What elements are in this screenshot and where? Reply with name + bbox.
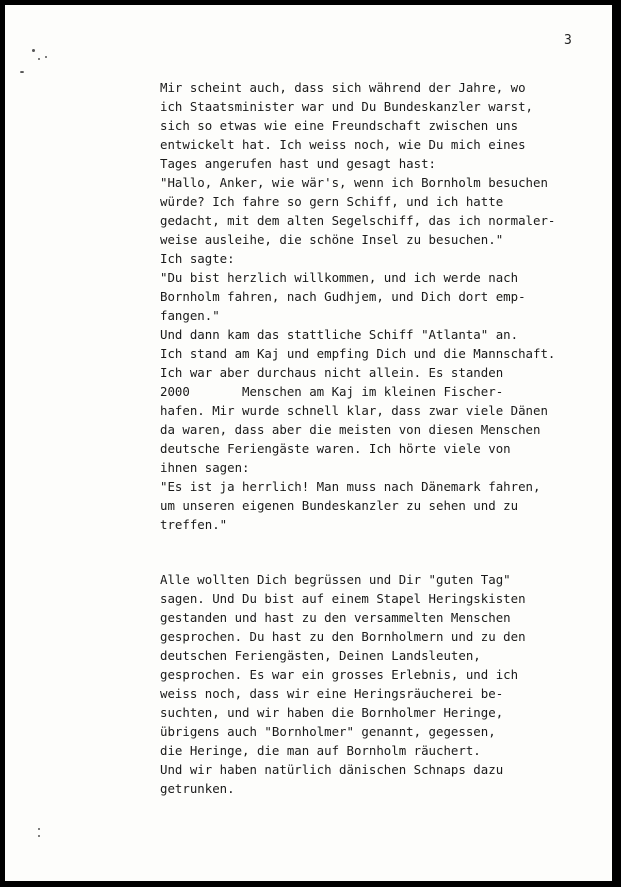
text-line: hafen. Mir wurde schnell klar, dass zwar viele Dänen — [160, 403, 548, 418]
scan-speck — [45, 56, 47, 58]
text-line: Bornholm fahren, nach Gudhjem, und Dich dort emp- — [160, 289, 526, 304]
scan-speck — [20, 71, 24, 73]
text-line: sagen. Und Du bist auf einem Stapel Heringskisten — [160, 591, 526, 606]
text-line: "Du bist herzlich willkommen, und ich werde nach — [160, 270, 519, 285]
text-line: Alle wollten Dich begrüssen und Dir "guten Tag" — [160, 572, 511, 587]
scan-speck — [38, 835, 40, 837]
text-line: Ich sagte: — [160, 251, 235, 266]
text-line: "Es ist ja herrlich! Man muss nach Dänemark fahren, — [160, 479, 541, 494]
text-line: suchten, und wir haben die Bornholmer Heringe, — [160, 705, 504, 720]
text-line: Mir scheint auch, dass sich während der Jahre, wo — [160, 80, 526, 95]
text-line: Und wir haben natürlich dänischen Schnaps dazu — [160, 762, 504, 777]
text-line: gesprochen. Es war ein grosses Erlebnis, und ich — [160, 667, 519, 682]
text-line: ich Staatsminister war und Du Bundeskanzler warst, — [160, 99, 533, 114]
text-line: "Hallo, Anker, wie wär's, wenn ich Bornholm besuchen — [160, 175, 548, 190]
letter-body — [160, 78, 600, 798]
text-line: die Heringe, die man auf Bornholm räuchert. — [160, 743, 481, 758]
text-line: um unseren eigenen Bundeskanzler zu sehen und zu — [160, 498, 519, 513]
text-line: gesprochen. Du hast zu den Bornholmern und zu den — [160, 629, 526, 644]
page-number: 3 — [564, 33, 572, 48]
text-line: übrigens auch "Bornholmer" genannt, gegessen, — [160, 724, 496, 739]
text-line: weiss noch, dass wir eine Heringsräucherei be- — [160, 686, 504, 701]
text-line: ihnen sagen: — [160, 460, 250, 475]
text-line: 2000 Menschen am Kaj im kleinen Fischer- — [160, 384, 504, 399]
text-line: Ich stand am Kaj und empfing Dich und die Mannschaft. — [160, 346, 556, 361]
text-line: Und dann kam das stattliche Schiff "Atlanta" an. — [160, 327, 519, 342]
text-line: Tages angerufen hast und gesagt hast: — [160, 156, 437, 171]
paragraph-gap — [160, 534, 600, 570]
text-line: da waren, dass aber die meisten von diesen Menschen — [160, 422, 541, 437]
text-line: treffen." — [160, 517, 228, 532]
text-line: würde? Ich fahre so gern Schiff, und ich hatte — [160, 194, 504, 209]
text-line: gedacht, mit dem alten Segelschiff, das ich normaler- — [160, 213, 556, 228]
scan-speck — [32, 49, 35, 52]
paragraph-1 — [160, 78, 600, 534]
scan-speck — [38, 58, 40, 60]
text-line: getrunken. — [160, 781, 235, 796]
text-line: deutsche Feriengäste waren. Ich hörte viele von — [160, 441, 511, 456]
text-line: deutschen Feriengästen, Deinen Landsleuten, — [160, 648, 481, 663]
paragraph-2 — [160, 570, 600, 798]
text-line: gestanden und hast zu den versammelten Menschen — [160, 610, 511, 625]
text-line: weise ausleihe, die schöne Insel zu besuchen." — [160, 232, 504, 247]
text-line: sich so etwas wie eine Freundschaft zwischen uns — [160, 118, 519, 133]
document-page — [5, 5, 612, 881]
scan-speck — [38, 828, 40, 830]
text-line: fangen." — [160, 308, 220, 323]
text-line: Ich war aber durchaus nicht allein. Es standen — [160, 365, 504, 380]
text-line: entwickelt hat. Ich weiss noch, wie Du mich eines — [160, 137, 526, 152]
